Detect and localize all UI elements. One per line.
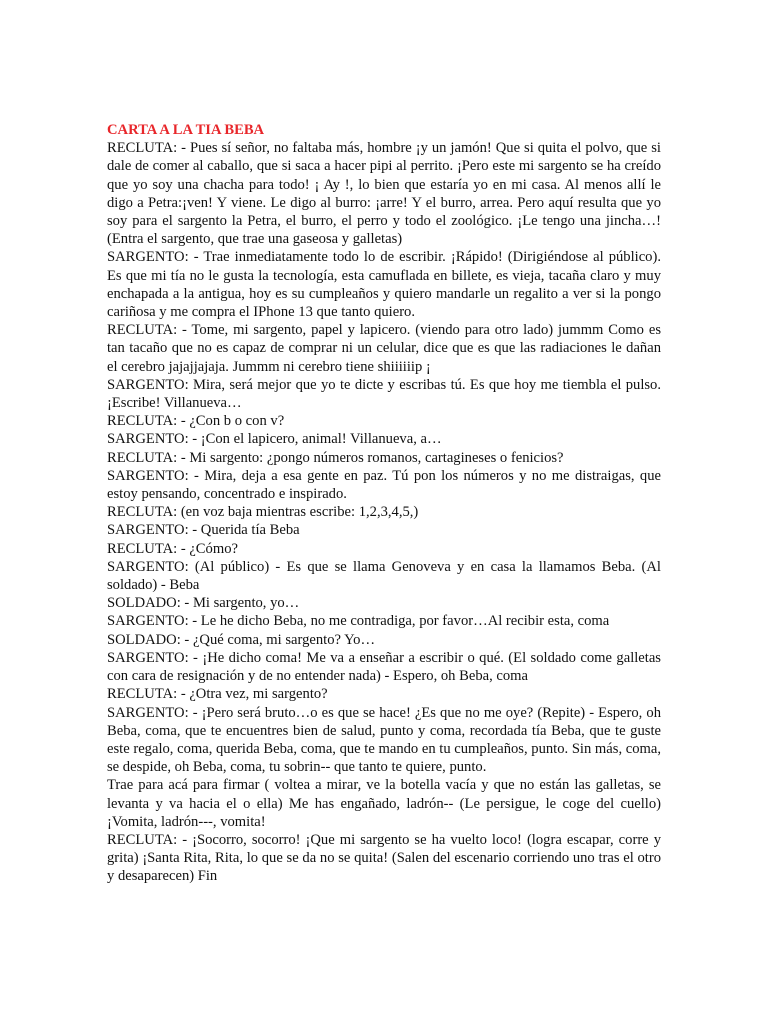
paragraph-sargento-1: SARGENTO: - Trae inmediatamente todo lo de escribir. ¡Rápido! (Dirigiéndose al público). Es que mi tía no le gusta la tecnología, esta camuflada en billete, es vieja, tacaña claro y muy enchapada a la antigua, hoy es su cumpleaños y quiero mandarle un regalito a ver si la pongo cariñosa y me compra el IPhone 13 que tanto quiero.	[107, 249, 661, 321]
paragraph-soldado-1: SOLDADO: - Mi sargento, yo…	[107, 595, 300, 612]
paragraph-recluta-1: RECLUTA: - Pues sí señor, no faltaba más, hombre ¡y un jamón! Que si quita el polvo, que si dale de comer al caballo, que si saca a hacer pipi al perrito. ¡Pero este mi sargento se ha creído que yo soy una chacha para todo! ¡ Ay !, lo bien que estaría yo en mi casa. Al menos allí le digo a Petra:¡ven! Y viene. Le digo al burro: ¡arre! Y el burro, arrea. Pero aquí resulta que yo soy para el sargento la Petra, el burro, el perro y todo el zoológico. ¡Le tengo una jincha…! (Entra el sargento, que trae una gaseosa y galletas)	[107, 140, 661, 248]
paragraph-recluta-7: RECLUTA: - ¿Otra vez, mi sargento?	[107, 686, 328, 703]
paragraph-stage-direction: Trae para acá para firmar ( voltea a mirar, ve la botella vacía y que no están las galletas, se levanta y va hacia el o ella) Me has engañado, ladrón-- (Le persigue, le coge del cuello) ¡Vomita, ladrón---, vomita!	[107, 777, 661, 830]
paragraph-recluta-3: RECLUTA: - ¿Con b o con v?	[107, 413, 285, 430]
paragraph-sargento-4: SARGENTO: - Mira, deja a esa gente en paz. Tú pon los números y no me distraigas, que estoy pensando, concentrado e inspirado.	[107, 467, 661, 503]
paragraph-sargento-3: SARGENTO: - ¡Con el lapicero, animal! Villanueva, a…	[107, 431, 442, 448]
document-page	[107, 121, 661, 886]
paragraph-sargento-8: SARGENTO: - ¡He dicho coma! Me va a enseñar a escribir o qué. (El soldado come galletas con cara de resignación y de no entender nada) - Espero, oh Beba, coma	[107, 649, 661, 685]
document-title: CARTA A LA TIA BEBA	[107, 122, 265, 138]
paragraph-recluta-2: RECLUTA: - Tome, mi sargento, papel y lapicero. (viendo para otro lado) jummm Como es tan tacaño que no es capaz de comprar ni un celular, dice que es que las radiaciones le dañan el cerebro jajajjajaja. Jummm ni cerebro tiene shiiiiiip ¡	[107, 322, 661, 375]
paragraph-soldado-2: SOLDADO: - ¿Qué coma, mi sargento? Yo…	[107, 631, 376, 648]
paragraph-recluta-5: RECLUTA: (en voz baja mientras escribe: 1,2,3,4,5,)	[107, 504, 419, 521]
paragraph-sargento-7: SARGENTO: - Le he dicho Beba, no me contradiga, por favor…Al recibir esta, coma	[107, 613, 610, 630]
paragraph-recluta-8: RECLUTA: - ¡Socorro, socorro! ¡Que mi sargento se ha vuelto loco! (logra escapar, corre y grita) ¡Santa Rita, Rita, lo que se da no se quita! (Salen del escenario corriendo uno tras el otro y desaparecen) Fin	[107, 831, 661, 885]
paragraph-sargento-5: SARGENTO: - Querida tía Beba	[107, 522, 300, 539]
paragraph-sargento-9: SARGENTO: - ¡Pero será bruto…o es que se hace! ¿Es que no me oye? (Repite) - Espero, oh Beba, coma, que te encuentres bien de salud, punto y coma, recordada tía Beba, que te guste este regalo, coma, querida Beba, coma, que te mando en tu cumpleaños, punto. Sin más, coma, se despide, oh Beba, coma, tu sobrin-- que tanto te quiere, punto.	[107, 704, 661, 776]
paragraph-recluta-4: RECLUTA: - Mi sargento: ¿pongo números romanos, cartagineses o fenicios?	[107, 449, 564, 466]
paragraph-sargento-6: SARGENTO: (Al público) - Es que se llama Genoveva y en casa la llamamos Beba. (Al soldado) - Beba	[107, 558, 661, 594]
paragraph-recluta-6: RECLUTA: - ¿Cómo?	[107, 540, 238, 557]
paragraph-sargento-2: SARGENTO: Mira, será mejor que yo te dicte y escribas tú. Es que hoy me tiembla el pulso. ¡Escribe! Villanueva…	[107, 376, 661, 412]
